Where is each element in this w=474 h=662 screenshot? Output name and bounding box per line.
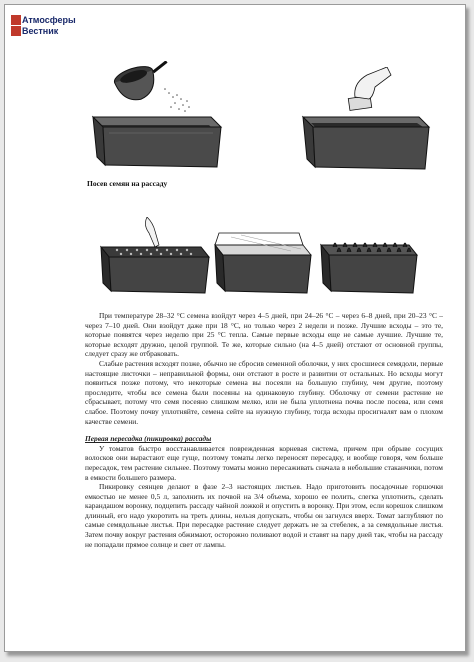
pouring-soil-tray-icon (87, 61, 227, 173)
paragraph: Слабые растения всходят позже, обычно не сбросив семенной оболочки, у них сросшиеся семядоли, первые настоящие листочки – неправильной формы, они отстают в росте и развитии от остальных. Но всходы могут появиться позже потому, что некоторые семена вы посеяли на большую глубину, чем другие, поэтому проследите, чтобы все семена были посеяны на одинаковую глубину. Оболочку от семени растение не сбрасывает, потому что семя посеяно слишком мелко, или не была уплотнена почва после посева, или семя слабое. Поэтому почву уплотняйте, семена сейте на нужную глубину, тогда всходы просигналят вам о плохом качестве семени. (85, 358, 443, 426)
section-heading: Первая пересадка (пикировка) рассады (85, 434, 212, 444)
document-page (4, 4, 466, 652)
paragraph: Пикировку сеянцев делают в фазе 2–3 настоящих листьев. Надо приготовить посадочные горшочки емкостью не менее 0,5 л, заполнить их почвой на 3/4 объема, хорошо ее полить, слегка уплотнить, сделать карандашом воронку, подцепить рассаду чайной ложкой и опустить в воронку. При этом, если корешок слишком длинный, его надо укоротить на треть длины, нельзя допускать, чтобы он загнулся вверх. Томат заглубляют по самые семядольные листья. При пересадке растение следует держать не за стебелек, а за семядольные листья. Затем почву вокруг растения обжимают, осторожно поливают водой и ставят на пару дней так, чтобы на рассаду не попадали прямое солнце и свет от лампы. (85, 482, 443, 549)
seedlings-tray-icon (317, 231, 421, 295)
paragraph: При температуре 28–32 °С семена взойдут через 4–5 дней, при 24–26 °С – через 6–8 дней, при 20–23 °С – через 7–10 дней. Они взойдут даже при 18 °С, но только через 2 недели и позже. Лучшие всходы – это те, которые появятся через неделю при 25 °С тепла. Самые первые всходы еще не самые лучшие. Лучшие те, которые всходят дружно, целой группой. Те же, которые сильно (на 4–5 дней) отстают от основной группы, следует сразу же отбраковать. (85, 311, 443, 359)
figure-caption: Посев семян на рассаду (87, 179, 168, 188)
paragraph: У томатов быстро восстанавливается поврежденная корневая система, причем при обрыве сосущих волосков они вырастают еще гуще, поэтому томаты легко переносят пересадку, и вообще говоря, чем больше пересадок, тем растение сильнее. Поэтому томаты можно пересаживать сначала в небольшие стаканчики, потом в емкости большего размера. (85, 443, 443, 482)
logo-line-2: Вестник (22, 26, 59, 36)
logo-mark-top (11, 15, 21, 25)
publisher-logo (11, 15, 81, 41)
article-body (85, 311, 443, 549)
spacer (85, 426, 443, 434)
logo-mark-bottom (11, 26, 21, 36)
covered-tray-icon (211, 231, 315, 295)
tamping-soil-tray-icon (295, 67, 435, 173)
sowing-seeds-tray-icon (97, 217, 211, 295)
logo-line-1: Атмосферы (22, 15, 76, 25)
